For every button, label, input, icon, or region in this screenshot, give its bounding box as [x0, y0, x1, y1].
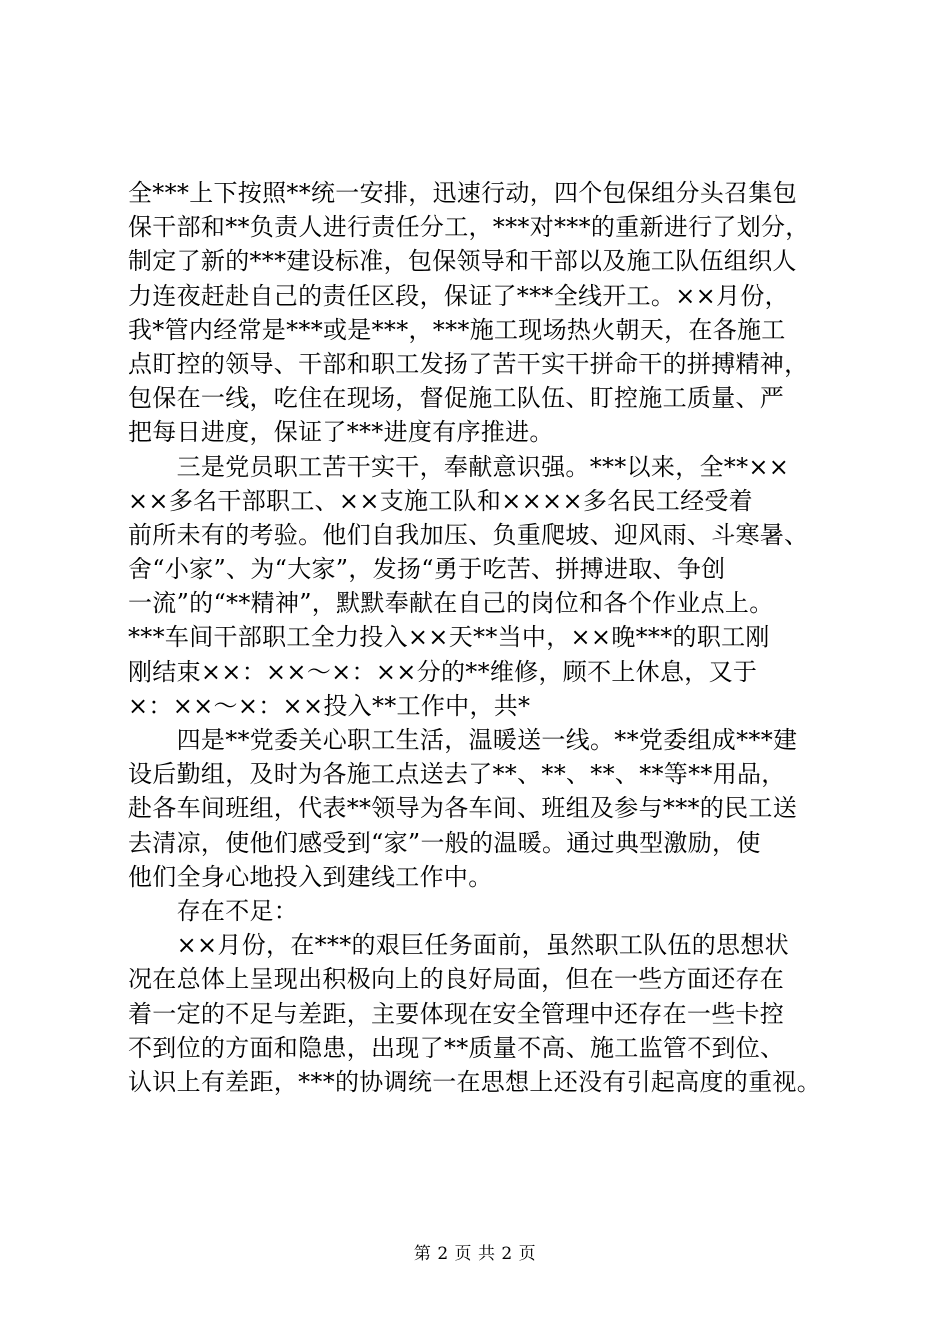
page-number-footer: 第 2 页 共 2 页	[413, 1244, 537, 1264]
text-line: 刚结束××：××～×：××分的**维修，顾不上休息，又于	[128, 657, 758, 686]
text-line: ××月份，在***的艰巨任务面前，虽然职工队伍的思想状	[128, 931, 789, 960]
text-line: 一流”的“**精神”，默默奉献在自己的岗位和各个作业点上。	[128, 589, 774, 618]
text-line: 舍“小家”、为“大家”，发扬“勇于吃苦、拼搏进取、争创	[128, 555, 726, 584]
text-line: 况在总体上呈现出积极向上的良好局面，但在一些方面还存在	[128, 965, 785, 994]
text-line: 全***上下按照**统一安排，迅速行动，四个包保组分头召集包	[128, 179, 797, 207]
text-line: 赴各车间班组，代表**领导为各车间、班组及参与***的民工送	[128, 794, 797, 823]
text-line: 去清凉，使他们感受到“家”一般的温暖。通过典型激励，使	[128, 828, 761, 857]
text-line: 包保在一线，吃住在现场，督促施工队伍、盯控施工质量、严	[128, 384, 785, 413]
text-line: 我*管内经常是***或是***，***施工现场热火朝天，在各施工	[128, 315, 786, 344]
text-line: 力连夜赶赴自己的责任区段，保证了***全线开工。××月份，	[128, 281, 789, 310]
text-line: 点盯控的领导、干部和职工发扬了苦干实干拼命干的拼搏精神，	[128, 349, 809, 378]
text-line: 把每日进度，保证了***进度有序推进。	[128, 418, 554, 447]
text-line: 保干部和**负责人进行责任分工，***对***的重新进行了划分，	[128, 213, 810, 242]
text-line: ***车间干部职工全力投入××天**当中，××晚***的职工刚	[128, 623, 770, 652]
text-line: 存在不足：	[128, 896, 299, 925]
text-line: 不到位的方面和隐患，出现了**质量不高、施工监管不到位、	[128, 1033, 785, 1062]
text-line: 三是党员职工苦干实干，奉献意识强。***以来，全**××	[128, 452, 790, 481]
text-line: 前所未有的考验。他们自我加压、负重爬坡、迎风雨、斗寒暑、	[128, 520, 809, 549]
text-line: 认识上有差距，***的协调统一在思想上还没有引起高度的重视。	[128, 1067, 821, 1096]
text-line: 制定了新的***建设标准，包保领导和干部以及施工队伍组织人	[128, 247, 797, 276]
text-line: ×：××～×：××投入**工作中，共*	[128, 691, 531, 720]
text-line: 他们全身心地投入到建线工作中。	[128, 862, 493, 891]
text-line: 着一定的不足与差距，主要体现在安全管理中还存在一些卡控	[128, 999, 785, 1028]
text-line: 四是**党委关心职工生活，温暖送一线。**党委组成***建	[128, 726, 798, 754]
body-text	[128, 176, 838, 1099]
text-line: ××多名干部职工、××支施工队和××××多名民工经受着	[128, 486, 753, 515]
text-line: 设后勤组，及时为各施工点送去了**、**、**、**等**用品，	[128, 760, 786, 789]
